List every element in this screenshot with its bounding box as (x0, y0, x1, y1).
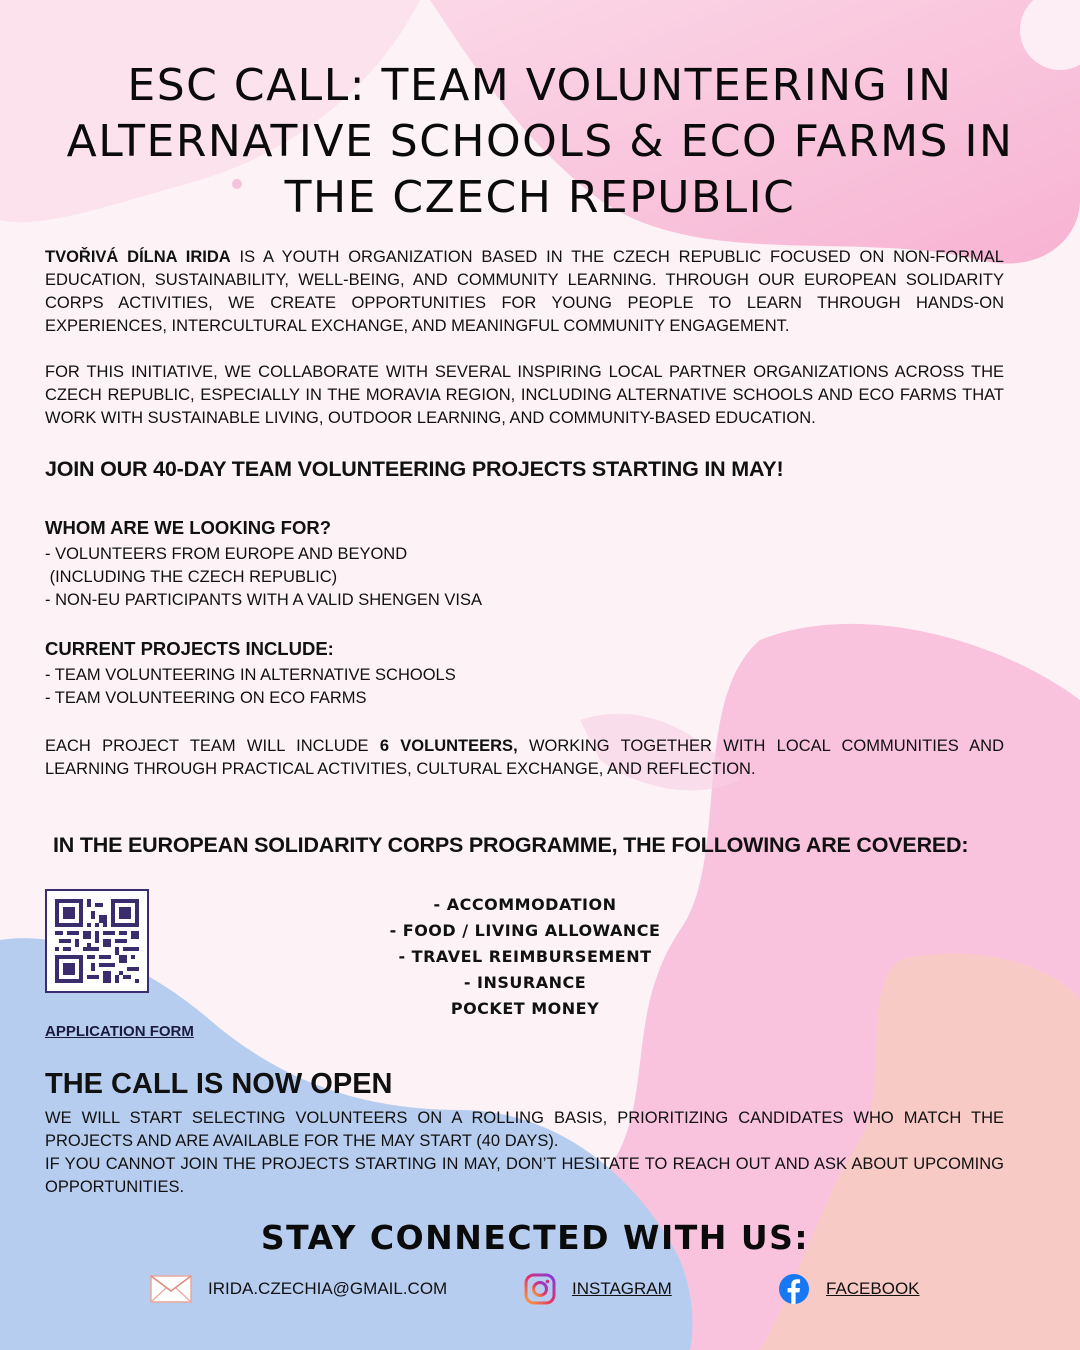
list-item: - TEAM VOLUNTEERING IN ALTERNATIVE SCHOOLS (45, 666, 456, 684)
partners-paragraph: FOR THIS INITIATIVE, WE COLLABORATE WITH SEVERAL INSPIRING LOCAL PARTNER ORGANIZATIONS ACROSS THE CZECH REPUBLIC, ESPECIALLY IN THE MORAVIA REGION, INCLUDING ALTERNATIVE SCHOOLS AND ECO FARMS THAT WORK WITH SUSTAINABLE LIVING, OUTDOOR LEARNING, AND COMMUNITY-BASED EDUCATION. (45, 363, 1004, 427)
envelope-icon (150, 1275, 192, 1303)
call-open-text (45, 1107, 1004, 1199)
application-form-link[interactable]: APPLICATION FORM (45, 1023, 194, 1040)
contact-email[interactable] (150, 1272, 447, 1306)
instagram-icon (524, 1273, 556, 1305)
list-item: - VOLUNTEERS FROM EUROPE AND BEYOND (45, 545, 408, 563)
list-item: (INCLUDING THE CZECH REPUBLIC) (45, 568, 338, 586)
title-line-1: ESC CALL: TEAM VOLUNTEERING IN (127, 60, 953, 111)
facebook-icon (778, 1273, 810, 1305)
team-text-before: EACH PROJECT TEAM WILL INCLUDE (45, 737, 380, 755)
list-item: - NON-EU PARTICIPANTS WITH A VALID SHENGEN VISA (45, 591, 483, 609)
contact-facebook[interactable] (778, 1272, 920, 1306)
qr-code-graphic (55, 899, 139, 983)
projects-heading: CURRENT PROJECTS INCLUDE: (45, 638, 334, 659)
join-heading: JOIN OUR 40-DAY TEAM VOLUNTEERING PROJECTS STARTING IN MAY! (45, 457, 784, 481)
org-name: TVOŘIVÁ DÍLNA IRIDA (45, 248, 231, 266)
team-size: 6 VOLUNTEERS, (379, 737, 518, 755)
page-title (30, 58, 1050, 226)
team-paragraph (45, 735, 1004, 781)
list-item: - TEAM VOLUNTEERING ON ECO FARMS (45, 689, 367, 707)
title-line-3: THE CZECH REPUBLIC (284, 172, 796, 223)
covered-list (380, 892, 670, 1022)
list-item: - TRAVEL REIMBURSEMENT (398, 947, 652, 966)
whom-heading: WHOM ARE WE LOOKING FOR? (45, 517, 332, 538)
intro-paragraph (45, 246, 1004, 338)
qr-code[interactable] (45, 889, 149, 993)
projects-list (45, 664, 456, 710)
list-item: - ACCOMMODATION (433, 895, 617, 914)
team-text-after: WORKING TOGETHER WITH LOCAL COMMUNITIES AND LEARNING THROUGH PRACTICAL ACTIVITIES, CULTURAL EXCHANGE, AND REFLECTION. (45, 737, 1004, 778)
intro-text: IS A YOUTH ORGANIZATION BASED IN THE CZECH REPUBLIC FOCUSED ON NON-FORMAL EDUCATION, SUSTAINABILITY, WELL-BEING, AND COMMUNITY LEARNING. THROUGH OUR EUROPEAN SOLIDARITY CORPS ACTIVITIES, WE CREATE OPPORTUNITIES FOR YOUNG PEOPLE TO LEARN THROUGH HANDS-ON EXPERIENCES, INTERCULTURAL EXCHANGE, AND MEANINGFUL COMMUNITY ENGAGEMENT. (45, 248, 1004, 335)
esc-heading: IN THE EUROPEAN SOLIDARITY CORPS PROGRAMME, THE FOLLOWING ARE COVERED: (53, 833, 969, 857)
whom-list (45, 543, 482, 612)
list-item: - FOOD / LIVING ALLOWANCE (389, 921, 661, 940)
list-item: - INSURANCE (463, 973, 587, 992)
call-open-line-1: WE WILL START SELECTING VOLUNTEERS ON A ROLLING BASIS, PRIORITIZING CANDIDATES WHO MATCH THE PROJECTS AND ARE AVAILABLE FOR THE MAY START (40 DAYS). (45, 1109, 1004, 1150)
contact-instagram[interactable] (524, 1272, 672, 1306)
title-line-2: ALTERNATIVE SCHOOLS & ECO FARMS IN (66, 116, 1014, 167)
email-address[interactable]: IRIDA.CZECHIA@GMAIL.COM (208, 1279, 448, 1298)
call-open-heading: THE CALL IS NOW OPEN (45, 1068, 393, 1100)
instagram-link[interactable]: INSTAGRAM (572, 1279, 672, 1298)
stay-connected-heading: STAY CONNECTED WITH US: (260, 1218, 810, 1257)
list-item: POCKET MONEY (450, 999, 600, 1018)
facebook-link[interactable]: FACEBOOK (826, 1279, 920, 1298)
call-open-line-2: IF YOU CANNOT JOIN THE PROJECTS STARTING IN MAY, DON’T HESITATE TO REACH OUT AND ASK ABOUT UPCOMING OPPORTUNITIES. (45, 1155, 1004, 1196)
